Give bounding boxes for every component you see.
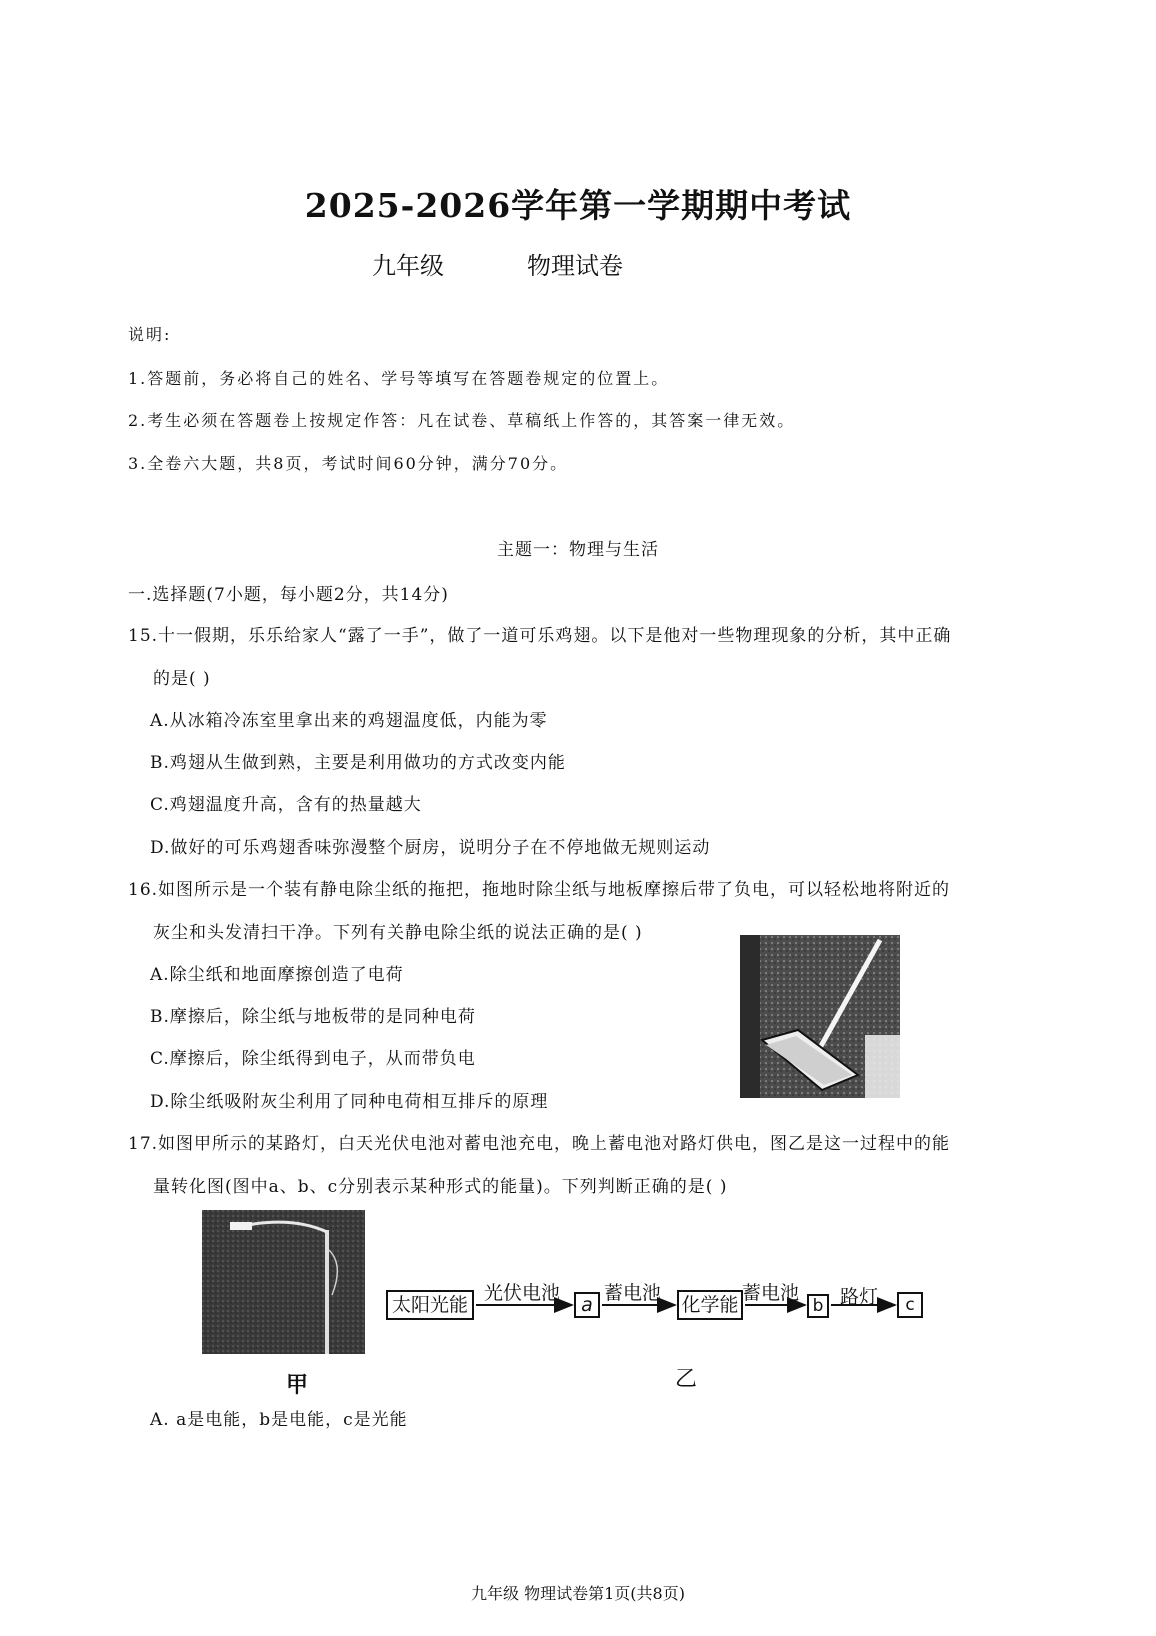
question-stem-continued: 量转化图(图中a、b、c分别表示某种形式的能量)。下列判断正确的是( ): [153, 1177, 728, 1197]
option: D.做好的可乐鸡翅香味弥漫整个厨房，说明分子在不停地做无规则运动: [150, 838, 711, 858]
question-stem-continued: 灰尘和头发清扫干净。下列有关静电除尘纸的说法正确的是( ): [153, 923, 643, 943]
question-stem: 17.如图甲所示的某路灯，白天光伏电池对蓄电池充电，晚上蓄电池对路灯供电，图乙是这一过程中的能: [128, 1134, 951, 1154]
energy-box-b: b: [807, 1294, 829, 1318]
question-stem: 16.如图所示是一个装有静电除尘纸的拖把，拖地时除尘纸与地板摩擦后带了负电，可以轻松地将附近的: [128, 880, 951, 900]
arrow-label-streetlight: 路灯: [840, 1286, 879, 1308]
section-part-heading: 一.选择题(7小题，每小题2分，共14分): [128, 585, 449, 605]
question-stem: 15.十一假期，乐乐给家人“露了一手”，做了一道可乐鸡翅。以下是他对一些物理现象的分析，其中正确: [128, 626, 952, 646]
energy-box-c: c: [897, 1292, 923, 1318]
instruction-item: 3.全卷六大题，共8页，考试时间60分钟，满分70分。: [128, 454, 569, 473]
mop-illustration: [740, 935, 900, 1098]
instructions-heading: 说明:: [128, 325, 172, 344]
energy-box-solar: 太阳光能: [386, 1290, 474, 1320]
mop-photo: [740, 935, 900, 1098]
grade-label: 九年级: [372, 252, 444, 280]
arrow-label-battery: 蓄电池: [604, 1282, 662, 1304]
streetlight-photo: [202, 1210, 365, 1354]
subject-label: 物理试卷: [527, 252, 623, 280]
energy-box-a: a: [574, 1292, 600, 1318]
option: D.除尘纸吸附灰尘利用了同种电荷相互排斥的原理: [150, 1092, 549, 1112]
exam-title: 2025-2026学年第一学期期中考试: [304, 186, 852, 225]
option: A.从冰箱冷冻室里拿出来的鸡翅温度低，内能为零: [150, 711, 548, 731]
figure-a-label: 甲: [286, 1373, 309, 1398]
option: B.摩擦后，除尘纸与地板带的是同种电荷: [150, 1007, 476, 1027]
arrow-label-pv-cell: 光伏电池: [484, 1282, 561, 1304]
question-stem-continued: 的是( ): [153, 669, 211, 689]
page-footer: 九年级 物理试卷第1页(共8页): [471, 1584, 685, 1603]
section-theme: 主题一：物理与生活: [497, 540, 659, 560]
energy-box-chemical: 化学能: [677, 1290, 743, 1320]
instruction-item: 2.考生必须在答题卷上按规定作答：凡在试卷、草稿纸上作答的，其答案一律无效。: [128, 411, 796, 430]
instruction-item: 1.答题前，务必将自己的姓名、学号等填写在答题卷规定的位置上。: [128, 369, 670, 388]
option: A.除尘纸和地面摩擦创造了电荷: [150, 965, 404, 985]
figure-b-label: 乙: [675, 1367, 698, 1392]
streetlight-illustration: [202, 1210, 365, 1354]
option: C.鸡翅温度升高，含有的热量越大: [150, 795, 422, 815]
arrow-label-battery-2: 蓄电池: [742, 1282, 800, 1304]
option: C.摩擦后，除尘纸得到电子，从而带负电: [150, 1049, 476, 1069]
option: B.鸡翅从生做到熟，主要是利用做功的方式改变内能: [150, 753, 566, 773]
option: A. a是电能，b是电能，c是光能: [150, 1410, 408, 1430]
